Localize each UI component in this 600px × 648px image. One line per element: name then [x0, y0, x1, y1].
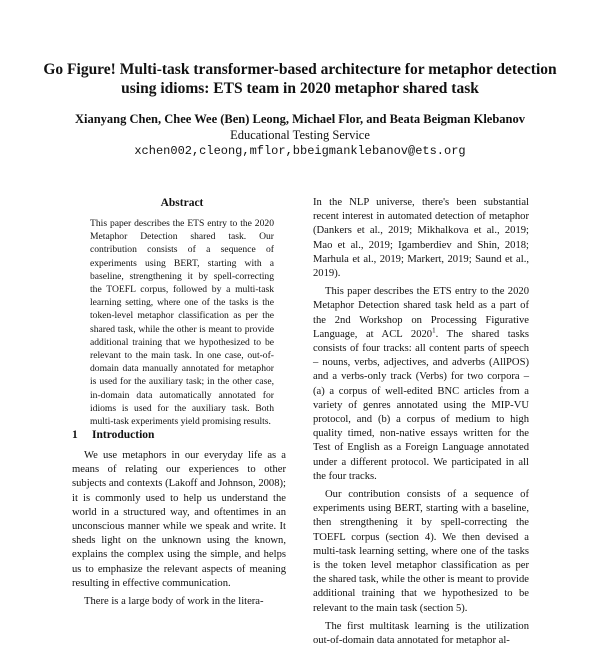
- section-title: Introduction: [92, 429, 155, 441]
- paragraph-text: . The shared tasks consists of four tracks: all content parts of speech – nouns, verbs, adjectives, and adverbs (AllPOS) and a verbs-only track (Verbs) for two corpora – (a) a corpus of well-edited BNC articles from a variety of genres annotated using the MIP-VU protocol, and (b) a corpus of medium to high quality timed, non-native essays written for the Test of English as a Foreign Language annotated under a different protocol. We participated in all the four tracks.: [313, 328, 529, 482]
- intro-paragraph: There is a large body of work in the litera-: [84, 596, 264, 608]
- author-affiliation: Educational Testing Service: [230, 128, 370, 142]
- abstract-text: This paper describes the ETS entry to the 2020 Metaphor Detection shared task. Our contribution consists of a sequence of experiments using BERT, starting with a baseline, strengthening it by spell-correcting the TOEFL corpus, followed by a multi-task learning setting, where one of the tasks is the token-level metaphor classification as per the shared task, while the other is meant to provide additional training that we hypothesized to be relevant to the main task. In one case, out-of-domain data manually annotated for metaphor is used for the auxiliary task; in the other case, in-domain data automatically annotated for idioms is used for the auxiliary task. Both multi-task experiments yield promising results.: [90, 218, 274, 428]
- intro-paragraph: We use metaphors in our everyday life as a means of relating our experiences to other subjects and contexts (Lakoff and Johnson, 2008); it is commonly used to help us understand the world in a structured way, and oftentimes in an unconscious manner while we speak and write. It sheds light on the unknown using the known, explains the complex using the simple, and helps us to emphasize the relevant aspects of meaning resulting in effective communication.: [72, 450, 286, 589]
- footnote-marker[interactable]: 1: [432, 326, 436, 335]
- right-paragraph-2: [313, 285, 529, 484]
- right-paragraph-4: The first multitask learning is the utilization out-of-domain data annotated for metaphor al-: [313, 620, 529, 647]
- section-number: 1: [72, 429, 78, 441]
- author-emails: xchen002,cleong,mflor,bbeigmanklebanov@ets.org: [134, 144, 466, 158]
- right-column: [313, 196, 529, 648]
- abstract-heading: Abstract: [160, 197, 204, 209]
- paper-title: Go Figure! Multi-task transformer-based architecture for metaphor detection using idioms: ETS team in 2020 metaphor shared task: [43, 61, 557, 97]
- intro-body: [72, 449, 286, 609]
- right-paragraph-1: In the NLP universe, there's been substantial recent interest in automated detection of metaphor (Dankers et al., 2019; Mikhalkova et al., 2019; Mao et al., 2019; Igamberdiev and Shin, 2018; Marhula et al., 2019; Markert, 2019; Saund et al., 2019).: [313, 197, 529, 280]
- paragraph-text: This paper describes the ETS entry to the 2020 Metaphor Detection shared task held as a part of the 2nd Workshop on Processing Figurative Language, at ACL 2020: [313, 286, 529, 340]
- right-paragraph-3: Our contribution consists of a sequence of experiments using BERT, starting with a baseline, then strengthening it by spell-correcting the TOEFL corpus (section 4). We then devised a multi-task learning setting, where one of the tasks is the token level metaphor classification as per the shared task, while the other is meant to provide additional training that we hypothesized to be relevant to the main task (section 5).: [313, 489, 529, 614]
- section-heading-introduction: [72, 429, 292, 441]
- paper-authors: Xianyang Chen, Chee Wee (Ben) Leong, Michael Flor, and Beata Beigman Klebanov: [74, 112, 525, 126]
